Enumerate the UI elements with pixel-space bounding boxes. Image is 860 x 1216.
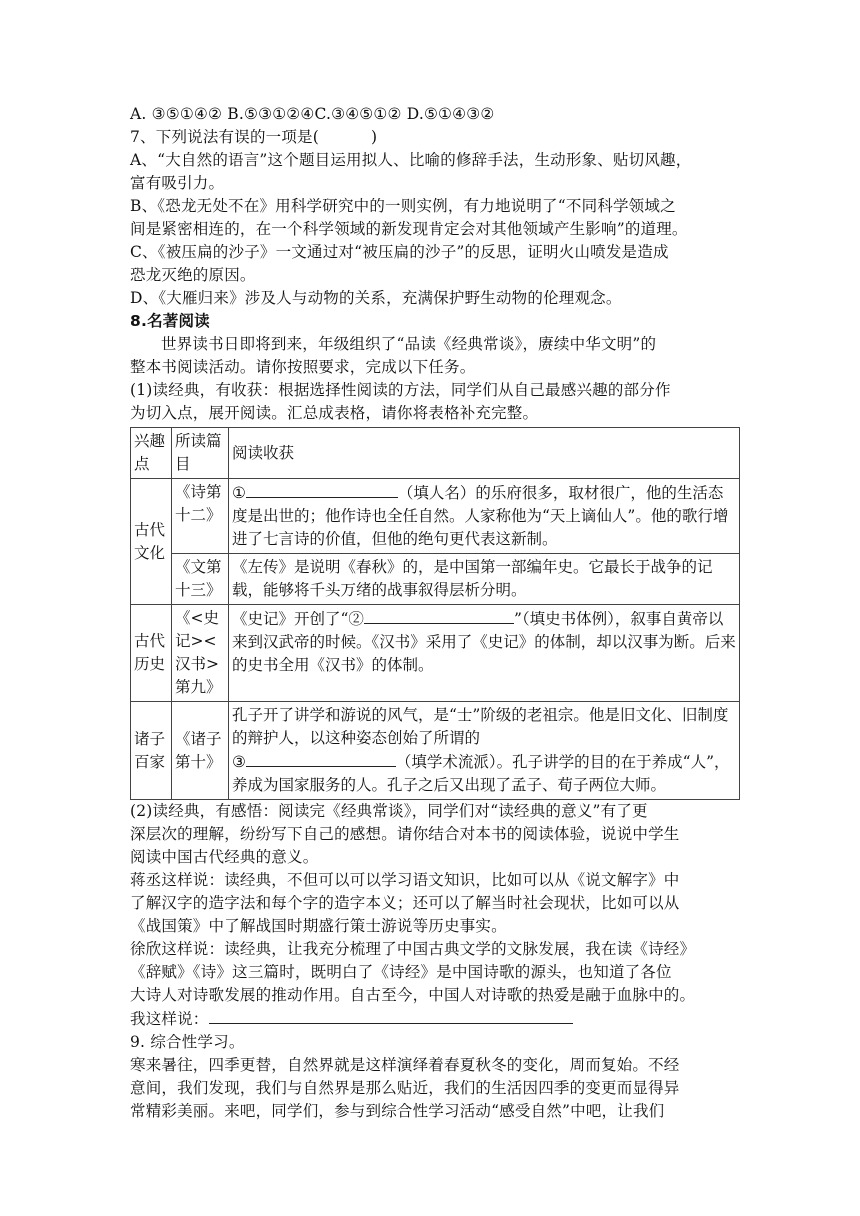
xu-comment-1: 徐欣这样说：读经典，让我充分梳理了中国古典文学的文脉发展，我在读《诗经》 [130,940,696,958]
exam-page [130,103,742,1123]
q8-task2-2: 深层次的理解，纷纷写下自己的感想。请你结合对本书的阅读体验，说说中学生 [130,825,680,843]
q9-para-2: 意间，我们发现，我们与自然界是那么贴近，我们的生活因四季的变更而显得异 [130,1079,680,1097]
group-hundred-schools: 诸子百家 [131,702,172,800]
answer-blank-3[interactable] [246,750,396,767]
q6-options [130,103,742,126]
table-row [131,479,740,554]
jiang-comment-3: 《战国策》中了解战国时期盛行策士游说等历史事实。 [130,917,507,935]
table-header-row [131,428,740,479]
jiang-comment-2: 了解汉字的造字法和每个字的造字本义；还可以了解当时社会现状，比如可以从 [130,894,680,912]
group-ancient-history: 古代历史 [131,605,172,702]
option-c: C.③④⑤①② [314,105,402,123]
q8-task1-1: (1)读经典，有收获：根据选择性阅读的方法，同学们从自己最感兴趣的部分作 [130,381,671,399]
q7-option-b-cont: 间是紧密相连的，在一个科学领域的新发现肯定会对其他领域产生影响”的道理。 [130,220,688,238]
q8-task2-3: 阅读中国古代经典的意义。 [130,848,319,866]
answer-blank-2[interactable] [364,607,514,624]
my-answer-blank[interactable] [209,1007,573,1024]
table-row [131,554,740,605]
option-b: B.⑤③①②④ [227,105,315,123]
gain-cell: ① （填人名）的乐府很多，取材很广，他的生活态度是出世的；他作诗也全任自然。人家称他为“天上谪仙人”。他的歌行增进了七言诗的价值，但他的绝句更代表这新制。 [229,479,740,554]
q8-task2-1: (2)读经典，有感悟：阅读完《经典常谈》，同学们对“读经典的意义”有了更 [130,802,648,820]
my-answer-line: 我这样说： [130,1007,742,1031]
gain-cell: 《史记》开创了“② ”（填史书体例），叙事自黄帝以来到汉武帝的时候。《汉书》采用了《史记》的体制，却以汉事为断。后来的史书全用《汉书》的体制。 [229,605,740,702]
answer-blank-1[interactable] [246,481,398,498]
q9-title: 9. 综合性学习。 [130,1033,245,1051]
option-d: D.⑤①④③② [406,105,495,123]
q7-option-a-cont: 富有吸引力。 [130,174,225,192]
q7-option-b: B、《恐龙无处不在》用科学研究中的一则实例，有力地说明了“不同科学领域之 [130,197,676,215]
option-a: A. ③⑤①④② [130,105,223,123]
header-interest: 兴趣点 [131,428,172,479]
header-gain: 阅读收获 [229,428,740,479]
q8-intro-2: 整本书阅读活动。请你按照要求，完成以下任务。 [130,358,476,376]
group-ancient-culture: 古代文化 [131,479,172,605]
q7-option-c-cont: 恐龙灭绝的原因。 [130,266,256,284]
q7-option-a: A、“大自然的语言”这个题目运用拟人、比喻的修辞手法，生动形象、贴切风趣， [130,151,692,169]
table-row [131,702,740,800]
q8-task1-2: 为切入点，展开阅读。汇总成表格，请你将表格补充完整。 [130,404,539,422]
q7-option-d: D、《大雁归来》涉及人与动物的关系，充满保护野生动物的伦理观念。 [130,289,622,307]
chapter-cell: 《文第十三》 [172,554,229,605]
header-chapter: 所读篇目 [172,428,229,479]
q9-para-1: 寒来暑往，四季更替，自然界就是这样演绎着春夏秋冬的变化，周而复始。不经 [130,1056,680,1074]
q9-para-3: 常精彩美丽。来吧，同学们，参与到综合性学习活动“感受自然”中吧，让我们 [130,1102,665,1120]
chapter-cell: 《诗第十二》 [172,479,229,554]
q8-title: 8.名著阅读 [130,312,210,330]
chapter-cell: 《<史记><汉书>第九》 [172,605,229,702]
chapter-cell: 《诸子第十》 [172,702,229,800]
gain-cell: 孔子开了讲学和游说的风气，是“士”阶级的老祖宗。他是旧文化、旧制度的辩护人，以这种姿态创始了所谓的 ③ （填学术流派）。孔子讲学的目的在于养成“人”，养成为国家服务的人。孔子之后又出现了孟子、荀子两位大师。 [229,702,740,800]
table-row [131,605,740,702]
q8-intro-1: 世界读书日即将到来，年级组织了“品读《经典常谈》，赓续中华文明”的 [161,335,657,353]
jiang-comment-1: 蒋丞这样说：读经典，不但可以可以学习语文知识，比如可以从《说文解字》中 [130,871,680,889]
q7-stem: 7、下列说法有误的一项是( ) [130,128,378,146]
gain-cell: 《左传》是说明《春秋》的，是中国第一部编年史。它最长于战争的记载，能够将千头万绪的战事叙得层析分明。 [229,554,740,605]
q7-option-c: C、《被压扁的沙子》一文通过对“被压扁的沙子”的反思，证明火山喷发是造成 [130,243,669,261]
reading-table [130,427,740,800]
xu-comment-2: 《辞赋》《诗》这三篇时，既明白了《诗经》是中国诗歌的源头，也知道了各位 [130,963,672,981]
xu-comment-3: 大诗人对诗歌发展的推动作用。自古至今，中国人对诗歌的热爱是融于血脉中的。 [130,986,696,1004]
